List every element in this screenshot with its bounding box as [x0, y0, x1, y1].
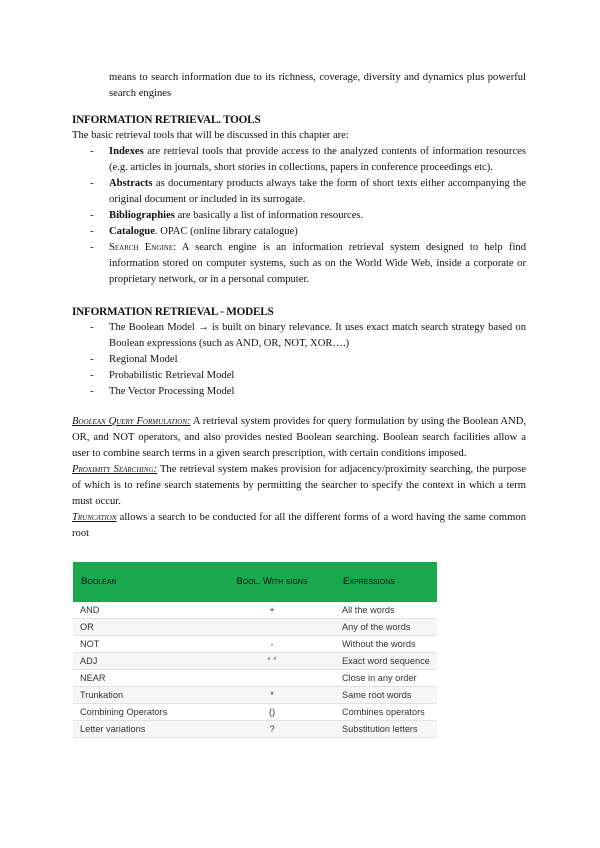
term: Truncation — [72, 512, 117, 523]
tools-list — [72, 144, 526, 288]
list-item: - Regional Model — [90, 354, 178, 365]
table-cell: Trunkation — [73, 687, 209, 704]
table-cell: ? — [209, 721, 335, 738]
table-cell: Same root words — [335, 687, 437, 704]
models-heading: INFORMATION RETRIEVAL - MODELS — [72, 306, 274, 318]
operators-table — [73, 562, 437, 738]
table-cell — [209, 670, 335, 687]
list-item: - Indexes are retrieval tools that provide access to the analyzed contents of information resources (e.g. articles in journals, short stories in collections, papers in conference proceedings etc). — [90, 146, 526, 173]
table-cell: OR — [73, 619, 209, 636]
list-item: - Search Engine: A search engine is an information retrieval system designed to help find information stored on computer systems, such as on the World Wide Web, inside a corporate or proprietary network, or in a personal computer. — [90, 242, 526, 285]
table-cell: Substitution letters — [335, 721, 437, 738]
table-cell: + — [209, 602, 335, 619]
term: Bibliographies — [109, 210, 175, 221]
table-row — [73, 619, 437, 636]
models-list — [72, 320, 526, 400]
table-cell: - — [209, 636, 335, 653]
table-row — [73, 687, 437, 704]
table-cell: Letter variations — [73, 721, 209, 738]
table-body — [73, 602, 437, 738]
table-row — [73, 721, 437, 738]
table-cell: () — [209, 704, 335, 721]
table-cell: NEAR — [73, 670, 209, 687]
tools-lead: The basic retrieval tools that will be discussed in this chapter are: — [72, 130, 349, 141]
list-item: - The Boolean Model → is built on binary relevance. It uses exact match search strategy based on Boolean expressions (such as AND, OR, NOT, XOR….) — [90, 322, 526, 349]
paragraph-boolean: Boolean Query Formulation: A retrieval system provides for query formulation by using the Boolean AND, OR, and NOT operators, and also provides nested Boolean searching. Boolean search facilities allow a user to combine search terms in a given search prescription, with certain conditions imposed. — [72, 416, 526, 459]
term: Boolean Query Formulation: — [72, 416, 191, 427]
table-cell: Exact word sequence — [335, 653, 437, 670]
list-item: - Abstracts as documentary products always take the form of short texts either accompanying the original document or included in its surrogate. — [90, 178, 526, 205]
term: Search Engine — [109, 242, 174, 253]
table-header-row — [73, 562, 437, 602]
table-cell — [209, 619, 335, 636]
table-row — [73, 670, 437, 687]
paragraph-proximity: Proximity Searching: The retrieval system makes provision for adjacency/proximity searching, the purpose of which is to refine search statements by permitting the searcher to specify the context in which a term must occur. — [72, 464, 526, 507]
table-cell: AND — [73, 602, 209, 619]
table-row — [73, 704, 437, 721]
table-cell: Combines operators — [335, 704, 437, 721]
table-cell: Without the words — [335, 636, 437, 653]
intro-text: means to search information due to its richness, coverage, diversity and dynamics plus powerful search engines — [109, 72, 526, 99]
list-item: - The Vector Processing Model — [90, 386, 235, 397]
list-item: - Probabilistic Retrieval Model — [90, 370, 235, 381]
term: Abstracts — [109, 178, 153, 189]
table-row — [73, 653, 437, 670]
table-cell: * — [209, 687, 335, 704]
term: Proximity Searching: — [72, 464, 157, 475]
term: Indexes — [109, 146, 144, 157]
column-header: Expressions — [335, 562, 437, 602]
term: Catalogue — [109, 226, 155, 237]
table-row — [73, 636, 437, 653]
tools-heading: INFORMATION RETRIEVAL. TOOLS — [72, 114, 261, 126]
table-cell: All the words — [335, 602, 437, 619]
table-cell: NOT — [73, 636, 209, 653]
table-row — [73, 602, 437, 619]
table-cell: Any of the words — [335, 619, 437, 636]
table-cell: Combining Operators — [73, 704, 209, 721]
table-cell: ADJ — [73, 653, 209, 670]
table-cell: Close in any order — [335, 670, 437, 687]
list-item: - Bibliographies are basically a list of information resources. — [90, 210, 364, 221]
column-header: Bool. With signs — [209, 562, 335, 602]
paragraph-truncation: Truncation allows a search to be conducted for all the different forms of a word having the same common root — [72, 512, 526, 539]
document-page — [72, 70, 526, 738]
list-item: - Catalogue. OPAC (online library catalogue) — [90, 226, 298, 237]
table-cell: “ ” — [209, 653, 335, 670]
column-header: Boolean — [73, 562, 209, 602]
